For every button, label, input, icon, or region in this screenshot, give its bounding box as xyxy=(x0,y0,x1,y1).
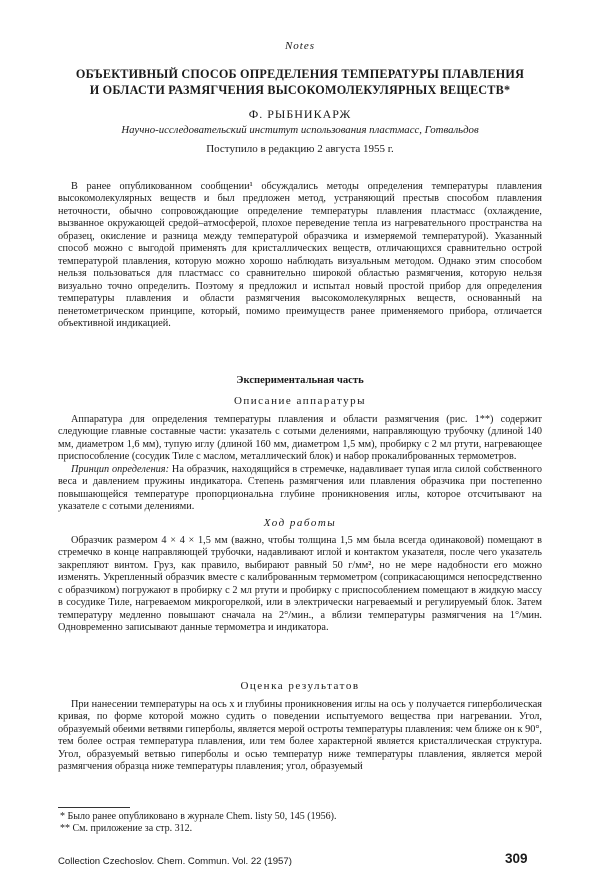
footnote-divider xyxy=(58,807,130,808)
principle-text: На образчик, находящийся в стремечке, надавливает тупая игла силой собственного веса и давлением пружины индикатора. Степень размягчения или плавления образчика при постепенно повышающейся температуре пропорциональна глубине проникновения иглы, которое отсчитывают на указателе с сотыми делениями. xyxy=(58,463,542,513)
title-line-2: И ОБЛАСТИ РАЗМЯГЧЕНИЯ ВЫСОКОМОЛЕКУЛЯРНЫХ ВЕЩЕСТВ* xyxy=(89,83,511,97)
apparatus-heading: Описание аппаратуры xyxy=(233,395,367,407)
page-number: 309 xyxy=(505,851,528,866)
results-text: При нанесении температуры на ось x и глубины проникновения иглы на ось y получается гиперболическая кривая, по форме которой можно судить о поведении испытуемого вещества при нагревании. Угол, образуемый обеими ветвями гиперболы, является мерой остроты температуры плавления: чем ближе он к 90°, тем более острая температура плавления, или тем более характерной является кристаллическая структура. Угол, образуемый ветвью гиперболы и осью температур ниже температуры плавления, является мерой размягчения образца ниже температуры плавления; угол, образуемый xyxy=(58,699,542,773)
journal-citation: Collection Czechoslov. Chem. Commun. Vol. 22 (1957) xyxy=(58,856,292,867)
intro-paragraph xyxy=(58,181,542,330)
author-affiliation: Научно-исследовательский институт использования пластмасс, Готвальдов xyxy=(121,124,479,136)
title-line-1: ОБЪЕКТИВНЫЙ СПОСОБ ОПРЕДЕЛЕНИЯ ТЕМПЕРАТУРЫ ПЛАВЛЕНИЯ xyxy=(75,67,525,81)
apparatus-text: Аппаратура для определения температуры плавления и области размягчения (рис. 1**) содержит следующие главные составные части: указатель с сотыми делениями, направляющую трубочку (длиной 140 мм, диаметром 1,6 мм), тупую иглу (длиной 160 мм, диаметром 1,5 мм), пробирку с 2 мл ртути, нагревающее приспособление (сосудик Тиле с маслом, металлический блок) и набор прокалиброванных термометров. xyxy=(58,414,542,463)
running-header: Notes xyxy=(284,40,316,52)
procedure-section xyxy=(58,535,542,635)
intro-text: В ранее опубликованном сообщении¹ обсуждались методы определения температуры плавления высокомолекулярных веществ и был предложен метод, устраняющий престыв способом плавления неточности, обычно сопровождающие определение температуры плавления пластмасс (охлаждение, вызванное окружающей средой–атмосферой, плохое переведение тепла из нагревательного пространства на образец, окисление и разница между температурой образчика и измеряемой температурой). Указанный способ можно с выгодой применять для кристаллических веществ, отличающихся сравнительно острой температурой плавления, которую можно хорошо наблюдать визуальным методом. Однако этим способом нельзя пользоваться для пластмасс со сравнительно широкой областью размягчения, которую нельзя визуально точно определить. Поэтому я предложил и испытал новый простой прибор для определения температуры плавления и области размягчения высокомолекулярных веществ, основанный на пенетометрическом принципе, который, помимо преимуществ ранее применяемого прибора, отличается объективной индикацией. xyxy=(58,181,542,329)
author-name: Ф. РЫБНИКАРЖ xyxy=(248,107,352,121)
principle-paragraph xyxy=(58,464,542,514)
results-section xyxy=(58,699,542,774)
footnote-1: * Было ранее опубликовано в журнале Chem. listy 50, 145 (1956). xyxy=(60,811,337,822)
footnote-2: ** См. приложение за стр. 312. xyxy=(60,823,193,834)
article-title xyxy=(60,66,540,98)
procedure-text: Образчик размером 4 × 4 × 1,5 мм (важно, чтобы толщина 1,5 мм была всегда одинаковой) помещают в стремечко в конце направляющей трубочки, надавливают иглой и контактом указателя, после чего указатель закрепляют винтом. Груз, как правило, выбирают равный 50 г/мм², но не мере надобности его можно изменять. Укрепленный образчик вместе с калиброванным термометром (соприкасающимся непосредственно с образчиком) погружают в пробирку с 2 мл ртути и пробирку с приспособлением помещают в жидкую массу в сосудике Тиле, нагреваемом микрогорелкой, или в электрически нагреваемый и регулируемый блок. Затем температуру медленно повышают сначала на 2°/мин., а вблизи температуры размягчения на 1°/мин. Одновременно записывают данные термометра и индикатора. xyxy=(58,535,542,634)
principle-label: Принцип определения: xyxy=(71,463,169,475)
apparatus-section xyxy=(58,414,542,514)
procedure-heading: Ход работы xyxy=(263,517,337,529)
results-heading: Оценка результатов xyxy=(240,680,360,692)
experimental-heading: Экспериментальная часть xyxy=(236,375,364,386)
received-date: Поступило в редакцию 2 августа 1955 г. xyxy=(206,143,394,155)
